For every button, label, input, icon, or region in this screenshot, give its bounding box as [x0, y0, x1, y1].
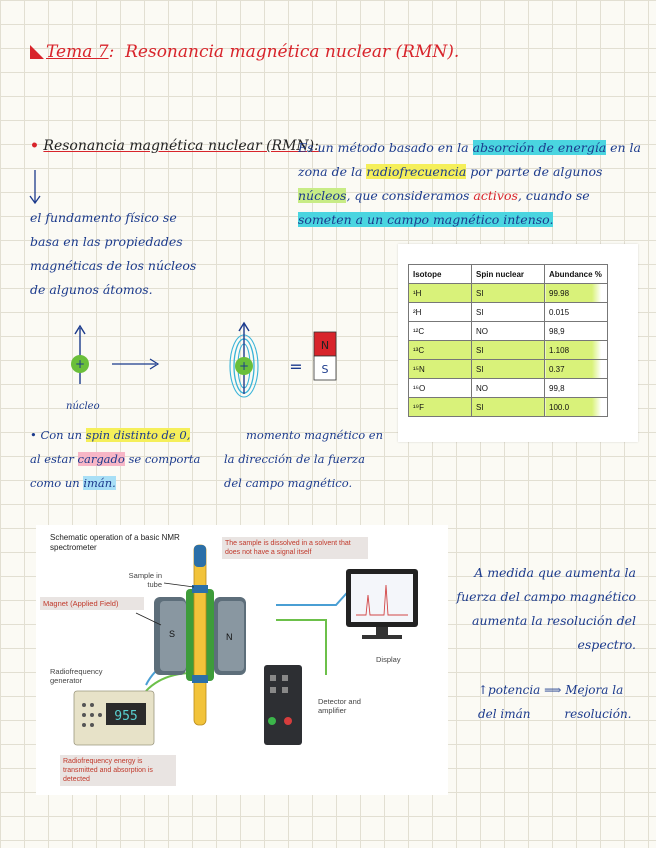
fundamento-text: el fundamento físico se basa en las propiedades magnéticas de los núcleos de algunos átomos. [30, 210, 197, 297]
svg-text:S: S [321, 363, 329, 376]
sample-label: Sample in tube [128, 571, 162, 589]
display-label: Display [376, 655, 401, 664]
table-row: ¹⁵N SI 0.37 [409, 360, 608, 379]
nucleus-spin-diagram [60, 322, 170, 402]
solvent-note: The sample is dissolved in a solvent that does not have a signal itself [222, 537, 368, 559]
column-header: Spin nuclear [472, 265, 545, 284]
pole-n-label: N [226, 632, 233, 642]
nmr-spectrometer-figure [36, 525, 448, 795]
magnet-label: Magnet (Applied Field) [40, 597, 144, 610]
page-title: Tema 7: Resonancia magnética nuclear (RMN). [30, 42, 459, 62]
table-row: ¹H SI 99.98 [409, 284, 608, 303]
detector-label: Detector and amplifier [318, 697, 361, 715]
column-header: Isotope [409, 265, 472, 284]
magnetic-field-diagram [226, 318, 346, 406]
down-arrow-icon [28, 170, 42, 204]
sample-tube [194, 545, 206, 725]
table-row: ¹⁹F SI 100.0 [409, 398, 608, 417]
potencia-note: ↑potencia ⟹ Mejora la del imán resolución. [478, 683, 632, 721]
spin-text: • Con un spin distinto de 0, al estar cargado se comporta como un imán. [30, 428, 201, 490]
table-row: ¹³C SI 1.108 [409, 341, 608, 360]
momento-text: momento magnético en la dirección de la fuerza del campo magnético. [224, 428, 384, 490]
pole-s-label: S [169, 629, 176, 639]
rf-note: Radiofrequency energy is transmitted and absorption is detected [60, 755, 176, 786]
table-row: ²H SI 0.015 [409, 303, 608, 322]
definition-term: • Resonancia magnética nuclear (RMN): [30, 138, 319, 154]
isotope-table-card [398, 244, 638, 442]
table-header-row [409, 265, 608, 284]
column-header: Abundance % [545, 265, 608, 284]
isotope-table [408, 264, 608, 417]
triangle-bullet-icon [30, 45, 44, 59]
nucleo-label: núcleo [66, 401, 100, 412]
rf-readout: 955 [114, 709, 138, 724]
medida-note: A medida que aumenta la fuerza del campo magnético aumenta la resolución del espectro. [456, 565, 636, 652]
equals-sign: = [289, 357, 303, 376]
svg-text:+: + [238, 359, 250, 373]
svg-text:N: N [320, 339, 330, 352]
definition-text: Es un método basado en la absorción de energía en la zona de la radiofrecuencia por parte de algunos núcleos, que consideramos activos, cuando se someten a un campo magnético intenso. [298, 140, 642, 227]
figure-caption: Schematic operation of a basic NMR spectrometer [50, 533, 180, 552]
table-row: ¹²C NO 98,9 [409, 322, 608, 341]
table-row: ¹⁶O NO 99,8 [409, 379, 608, 398]
plus-sign: + [74, 357, 86, 371]
rf-generator-label: Radiofrequency generator [50, 667, 103, 685]
